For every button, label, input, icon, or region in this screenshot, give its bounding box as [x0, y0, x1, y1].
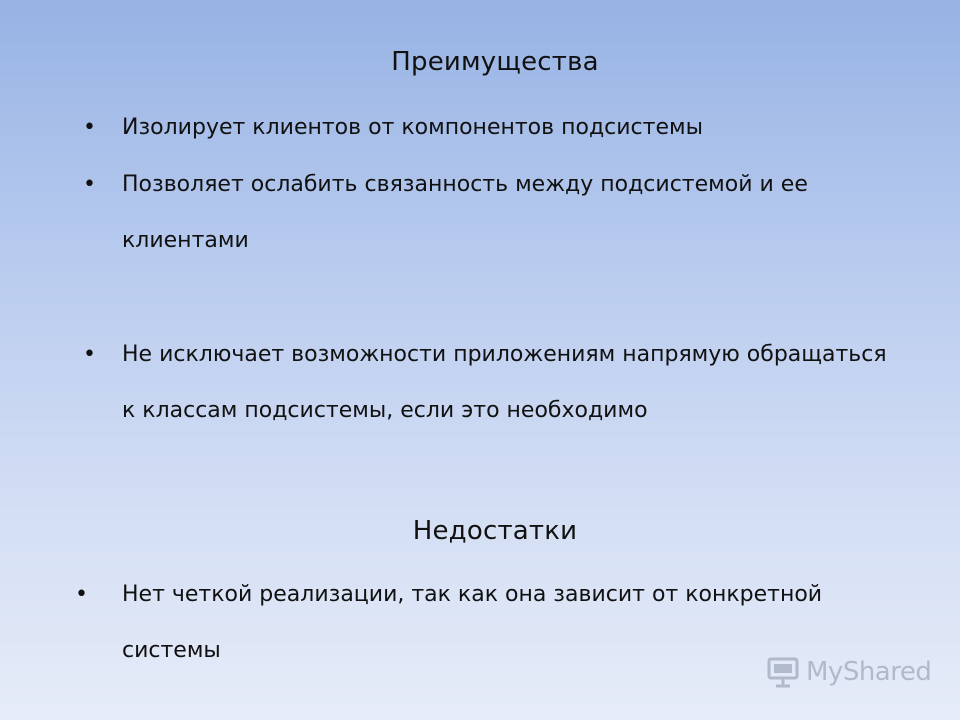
advantage-item-text: Не исключает возможности приложениям напрямую обращаться к классам подсистемы, если это необходимо — [122, 342, 887, 423]
watermark-text: MyShared — [806, 657, 932, 687]
disadvantages-heading: Недостатки — [412, 516, 578, 546]
advantage-item-text: Позволяет ослабить связанность между подсистемой и ее клиентами — [122, 172, 808, 253]
disadvantage-item-text: Нет четкой реализации, так как она зависит от конкретной системы — [122, 582, 823, 663]
bullet-icon: • — [83, 342, 96, 367]
bullet-icon: • — [83, 115, 96, 140]
advantage-item-text: Изолирует клиентов от компонентов подсистемы — [122, 115, 703, 140]
myshared-watermark — [766, 654, 931, 690]
presentation-board-icon — [766, 655, 800, 689]
advantages-heading: Преимущества — [391, 47, 599, 77]
bullet-icon: • — [83, 172, 96, 197]
bullet-icon: • — [75, 582, 88, 607]
